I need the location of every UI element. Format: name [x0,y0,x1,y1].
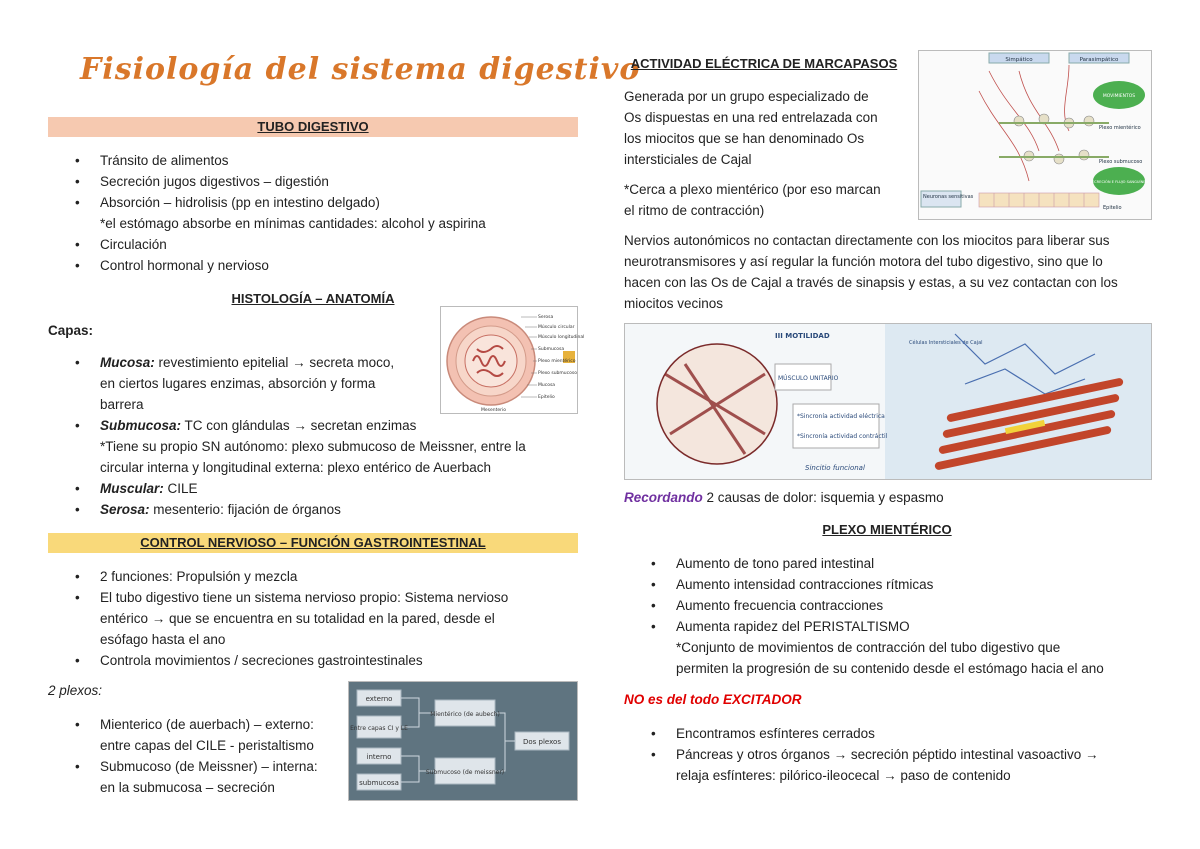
fig-label: Mesenterio [481,408,507,413]
diagram-label: Entre capas CI y LE [350,725,408,732]
fig-label: MÚSCULO UNITARIO [778,375,839,382]
plexo-list: • Aumento de tono pared intestinal • Aumento intensidad contracciones rítmicas • Aumento frecuencia contracciones • Aumenta rapidez del PERISTALTISMO *Conjunto de movimientos de contracción del tubo digestivo que permiten la progresión de su contenido desde el estómago hacia el ano [624,553,1164,679]
control-list: • 2 funciones: Propulsión y mezcla • El tubo digestivo tiene un sistema nervioso propio: Sistema nervioso entérico → que se encuentra en su totalidad en la pared, desde el esófago hasta el ano • Controla movimientos / secreciones gastrointestinales [48,566,588,671]
list-item: • Submucoso (de Meissner) – interna: [48,756,348,777]
fig-label: Músculo circular [538,325,575,330]
list-item: • Muscular: CILE [48,478,588,499]
fig-label: Sincitio funcional [805,464,865,472]
list-item: • Páncreas y otros órganos → secreción péptido intestinal vasoactivo → [624,744,1164,765]
list-item: • Tránsito de alimentos [48,150,588,171]
plexo-list-2: • Encontramos esfínteres cerrados • Páncreas y otros órganos → secreción péptido intestinal vasoactivo → relaja esfínteres: pilórico-ileocecal → paso de contenido [624,723,1164,786]
fig-label: Plexo mientérico [1099,125,1141,131]
fig-label: Submucosa [538,347,565,352]
plexos-list: • Mienterico (de auerbach) – externo: entre capas del CILE - peristaltismo • Submucoso (de Meissner) – interna: en la submucosa – secreción [48,714,348,798]
enteric-figure [918,50,1152,220]
section-header-marcapasos: ACTIVIDAD ELÉCTRICA DE MARCAPASOS [630,56,898,71]
list-item: • 2 funciones: Propulsión y mezcla [48,566,588,587]
diagram-label: interno [366,753,392,761]
nervios-paragraph: Nervios autonómicos no contactan directamente con los miocitos para liberar sus neurotransmisores y así regular la función motora del tubo digestivo, sino que lo hacen con las Os de Cajal a través de sinapsis y estas, a su vez contactan con los miocitos vecinos [624,233,1118,311]
fig-label: SECRECIÓN E FLUJO SANGUÍNEO [1089,180,1149,184]
recordando-line: Recordando 2 causas de dolor: isquemia y espasmo [624,490,944,505]
list-item: • Aumento frecuencia contracciones [624,595,1164,616]
tubo-list [48,150,588,276]
list-item: • Aumento de tono pared intestinal [624,553,1164,574]
capas-list: • Mucosa: revestimiento epitelial → secreta moco, en ciertos lugares enzimas, absorción y forma barrera • Submucosa: TC con glándulas → secretan enzimas *Tiene su propio SN autónomo: plexo submucoso de Meissner, entre la circular interna y longitudinal externa: plexo entérico de Auerbach • Muscular: CILE • Serosa: mesenterio: fijación de órganos [48,352,588,520]
diagram-label: Mientérico (de aubech) [430,711,500,718]
fig-label: Epitelio [538,395,555,400]
fig-label: Músculo longitudinal [538,335,585,340]
motility-figure [624,323,1152,480]
list-item: • Submucosa: TC con glándulas → secretan enzimas [48,415,588,436]
section-header-histologia: HISTOLOGÍA – ANATOMÍA [231,291,395,306]
absorcion-note: *el estómago absorbe en mínimas cantidades: alcohol y aspirina [100,216,486,231]
fig-label: MOVIMIENTOS [1102,94,1136,99]
plexos-label: 2 plexos: [48,683,103,698]
list-item: • Aumento intensidad contracciones rítmicas [624,574,1164,595]
fig-label: Plexo submucoso [1099,159,1143,165]
no-excitador-note: NO es del todo EXCITADOR [624,692,802,707]
fig-label: Serosa [538,315,554,320]
fig-label: *Sincronía actividad eléctrica [797,413,885,420]
marcapasos-note: *Cerca a plexo mientérico (por eso marcan el ritmo de contracción) [624,182,881,218]
list-item: • Controla movimientos / secreciones gastrointestinales [48,650,588,671]
fig-label: *Sincronía actividad contráctil [797,433,888,440]
list-item: • Circulación [48,234,588,255]
fig-label: Parasimpático [1079,57,1119,63]
list-item: • Absorción – hidrolisis (pp en intestino delgado) [48,192,588,213]
fig-label: Plexo submucoso [538,371,577,376]
fig-label: III MOTILIDAD [775,332,830,340]
diagram-label: externo [365,695,393,703]
section-header-tubo: TUBO DIGESTIVO [48,117,578,137]
list-item: • Serosa: mesenterio: fijación de órganos [48,499,588,520]
fig-label: Mucosa [538,383,556,388]
list-item: • Aumenta rapidez del PERISTALTISMO [624,616,1164,637]
section-header-control: CONTROL NERVIOSO – FUNCIÓN GASTROINTESTINAL [48,533,578,553]
diagram-label: submucosa [359,779,399,787]
fig-label: Neuronas sensitivas [923,194,974,200]
fig-label: Células Intersticiales de Cajal [909,340,983,346]
list-item: • Encontramos esfínteres cerrados [624,723,1164,744]
marcapasos-paragraph: Generada por un grupo especializado de Os dispuestas en una red entrelazada con los miocitos que se han denominado Os intersticiales de Cajal [624,89,878,167]
list-item: • Mienterico (de auerbach) – externo: [48,714,348,735]
list-item: • Control hormonal y nervioso [48,255,588,276]
list-item: • El tubo digestivo tiene un sistema nervioso propio: Sistema nervioso [48,587,588,608]
page-title: Fisiología del sistema digestivo [80,52,641,87]
capas-label: Capas: [48,323,94,338]
diagram-label: Dos plexos [523,738,561,746]
section-header-plexo: PLEXO MIENTÉRICO [822,522,952,537]
diagram-label: Submucoso (de meissner) [425,769,505,776]
fig-label: Simpático [1005,57,1033,63]
fig-label: Plexo mientérico [538,359,576,364]
list-item: • Mucosa: revestimiento epitelial → secreta moco, [48,352,588,373]
list-item: • Secreción jugos digestivos – digestión [48,171,588,192]
plexos-diagram [348,681,578,801]
fig-label: Epitelio [1103,205,1122,211]
